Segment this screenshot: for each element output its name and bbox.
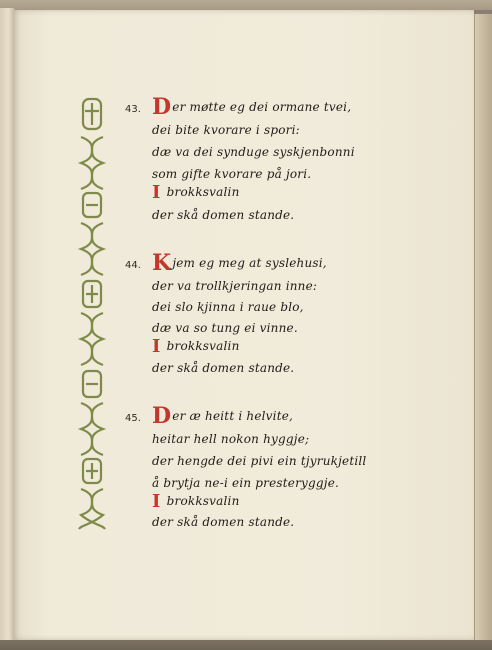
verse-line-1: Der møtte eg dei ormane tvei, [152,94,352,120]
verse-line-2: dei bite kvorare i spori: [152,123,300,137]
red-drop-initial: D [152,94,172,120]
verse-line-1: Kjem eg meg at syslehusi, [152,250,327,276]
verse-line-3: dæ va dei synduge syskjenbonni [152,145,355,159]
verse-line-4: dæ va so tung ei vinne. [152,321,298,335]
refrain-last-line: der skå domen stande. [152,361,295,375]
stanza-number: 43. [125,104,141,115]
refrain-line: Ibrokksvalin [152,182,240,203]
red-drop-initial: D [152,403,172,429]
celtic-knot-border-ornament [77,97,107,531]
verse-line-3: dei slo kjinna i raue blo, [152,300,304,314]
stanza-number: 45. [125,413,141,424]
backdrop [0,0,492,10]
red-refrain-initial: I [152,182,161,203]
verse-line-2: heitar hell nokon hyggje; [152,432,310,446]
red-drop-initial: K [152,250,172,276]
verse-line-3: der hengde dei pivi ein tjyrukjetill [152,454,367,468]
verse-line-4: som gifte kvorare på jori. [152,167,312,181]
bottom-shadow [0,640,492,650]
refrain-last-line: der skå domen stande. [152,515,295,529]
red-refrain-initial: I [152,336,161,357]
refrain-line: Ibrokksvalin [152,491,240,512]
page-block-edge [474,14,492,642]
red-refrain-initial: I [152,491,161,512]
verse-line-4: å brytja ne-i ein presteryggje. [152,476,340,490]
refrain-last-line: der skå domen stande. [152,208,295,222]
verse-line-1: Der æ heitt i helvite, [152,403,294,429]
verse-line-2: der va trollkjeringan inne: [152,279,318,293]
stanza-number: 44. [125,260,141,271]
refrain-line: Ibrokksvalin [152,336,240,357]
